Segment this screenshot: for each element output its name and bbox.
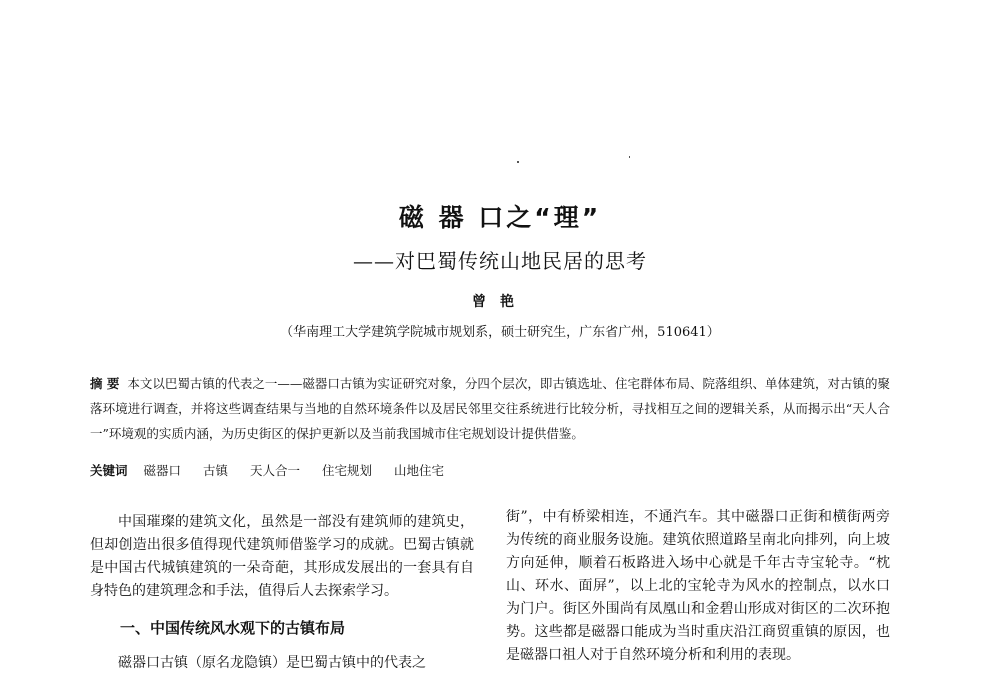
abstract-text: 本文以巴蜀古镇的代表之一——磁器口古镇为实证研究对象，分四个层次，即古镇选址、住宅群体布局、院落组织、单体建筑，对古镇的聚落环境进行调查，并将这些调查结果与当地的自然环境条件以及居民邻里交往系统进行比较分析，寻找相互之间的逻辑关系，从而揭示出“天人合一”环境观的实质内涵，为历史街区的保护更新以及当前我国城市住宅规划设计提供借鉴。 <box>90 376 890 441</box>
keywords <box>90 461 462 479</box>
abstract <box>90 371 890 446</box>
section-heading: 一、中国传统风水观下的古镇布局 <box>120 619 346 637</box>
keyword: 磁器口 <box>143 463 182 478</box>
keyword: 山地住宅 <box>394 463 445 478</box>
abstract-label: 摘 要 <box>90 376 120 391</box>
keyword: 天人合一 <box>250 463 301 478</box>
scan-speck <box>517 161 519 163</box>
paper-title: 磁 器 口之“理” <box>398 203 602 232</box>
paper-subtitle: ——对巴蜀传统山地民居的思考 <box>353 249 647 273</box>
body-paragraph: 磁器口古镇（原名龙隐镇）是巴蜀古镇中的代表之 <box>118 655 426 671</box>
body-right-column <box>506 506 890 667</box>
author-name: 曾艳 <box>472 294 528 310</box>
scan-speck <box>629 156 630 158</box>
body-paragraph: 中国璀璨的建筑文化，虽然是一部没有建筑师的建筑史，但却创造出很多值得现代建筑师借鉴学习的成就。巴蜀古镇就是中国古代城镇建筑的一朵奇葩，其形成发展出的一套具有自身特色的建筑理念和手法，值得后人去探索学习。 <box>90 514 474 599</box>
keyword: 古镇 <box>203 463 229 478</box>
author-affiliation: （华南理工大学建筑学院城市规划系，硕士研究生，广东省广州，510641） <box>280 325 720 340</box>
body-left-column <box>90 511 474 675</box>
keywords-label: 关键词 <box>90 463 128 478</box>
keyword: 住宅规划 <box>322 463 373 478</box>
body-paragraph: 街”，中有桥梁相连，不通汽车。其中磁器口正街和横街两旁为传统的商业服务设施。建筑依照道路呈南北向排列，向上坡方向延伸，顺着石板路进入场中心就是千年古寺宝轮寺。“枕山、环水、面屏”，以上北的宝轮寺为风水的控制点，以水口为门户。街区外围尚有凤凰山和金碧山形成对街区的二次环抱势。这些都是磁器口能成为当时重庆沿江商贸重镇的原因，也是磁器口祖人对于自然环境分析和利用的表现。 <box>506 509 890 663</box>
